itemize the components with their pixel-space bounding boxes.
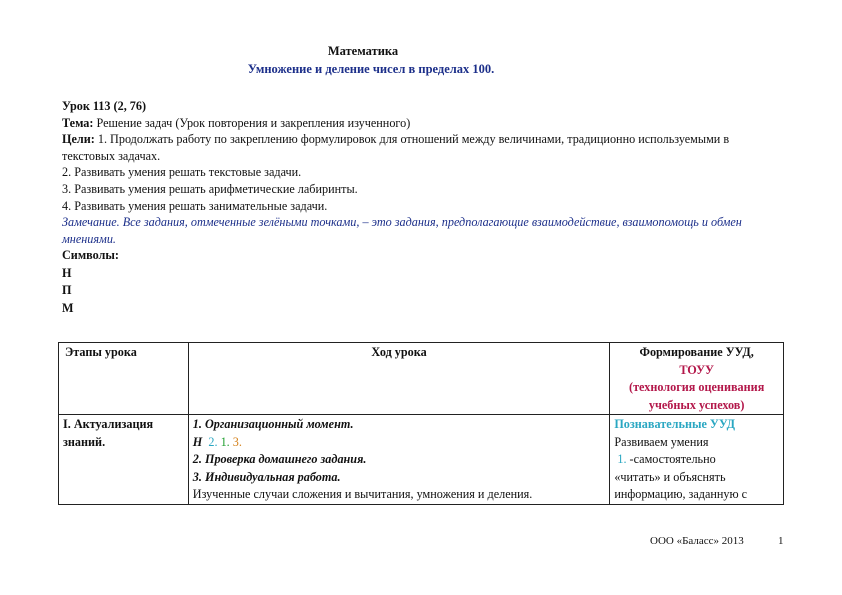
topic-title: Умножение и деление чисел в пределах 100. [247, 62, 495, 76]
lesson-info [62, 98, 762, 317]
symbol-m: М [62, 300, 74, 315]
lesson-goal-2: 2. Развивать умения решать текстовые задачи. [62, 165, 302, 180]
lesson-goal-4: 4. Развивать умения решать занимательные задачи. [62, 198, 328, 213]
course-cell: 1. Организационный момент. Н 2. 1. 3. 2. Проверка домашнего задания. 3. Индивидуальная работа. Изученные случаи сложения и вычитания, умножения и деления. [188, 415, 610, 505]
lesson-theme: Тема: Решение задач (Урок повторения и закрепления изученного) [62, 115, 411, 130]
page-number: 1 [778, 535, 784, 547]
column-header-course: Ход урока [188, 343, 610, 415]
symbol-n: Н [62, 265, 72, 280]
publisher-label: ООО «Баласс» 2013 [650, 535, 744, 547]
symbols-label: Символы: [62, 248, 119, 263]
subject-title: Математика [327, 44, 399, 58]
column-header-stages: Этапы урока [59, 343, 189, 415]
lesson-number: Урок 113 (2, 76) [62, 99, 147, 113]
table-row [59, 415, 784, 505]
lesson-goal-3: 3. Развивать умения решать арифметические лабиринты. [62, 181, 358, 196]
page-footer [650, 535, 784, 547]
table-header-row [59, 343, 784, 415]
symbol-p: П [62, 283, 72, 298]
stage-cell: I. Актуализация знаний. [59, 415, 189, 505]
column-header-uud: Формирование УУД, ТОУУ (технология оценивания учебных успехов) [610, 343, 784, 415]
lesson-goals: Цели: 1. Продолжать работу по закреплению формулировок для отношений между величинами, традиционно используемыми в текстовых задачах. [62, 132, 730, 163]
lesson-table [58, 342, 784, 505]
lesson-note: Замечание. Все задания, отмеченные зелёными точками, – это задания, предполагающие взаимодействие, взаимопомощь и обмен мнениями. [62, 215, 742, 246]
uud-cell: Познавательные УУД Развиваем умения 1. -самостоятельно «читать» и объяснять информацию, заданную с [610, 415, 784, 505]
